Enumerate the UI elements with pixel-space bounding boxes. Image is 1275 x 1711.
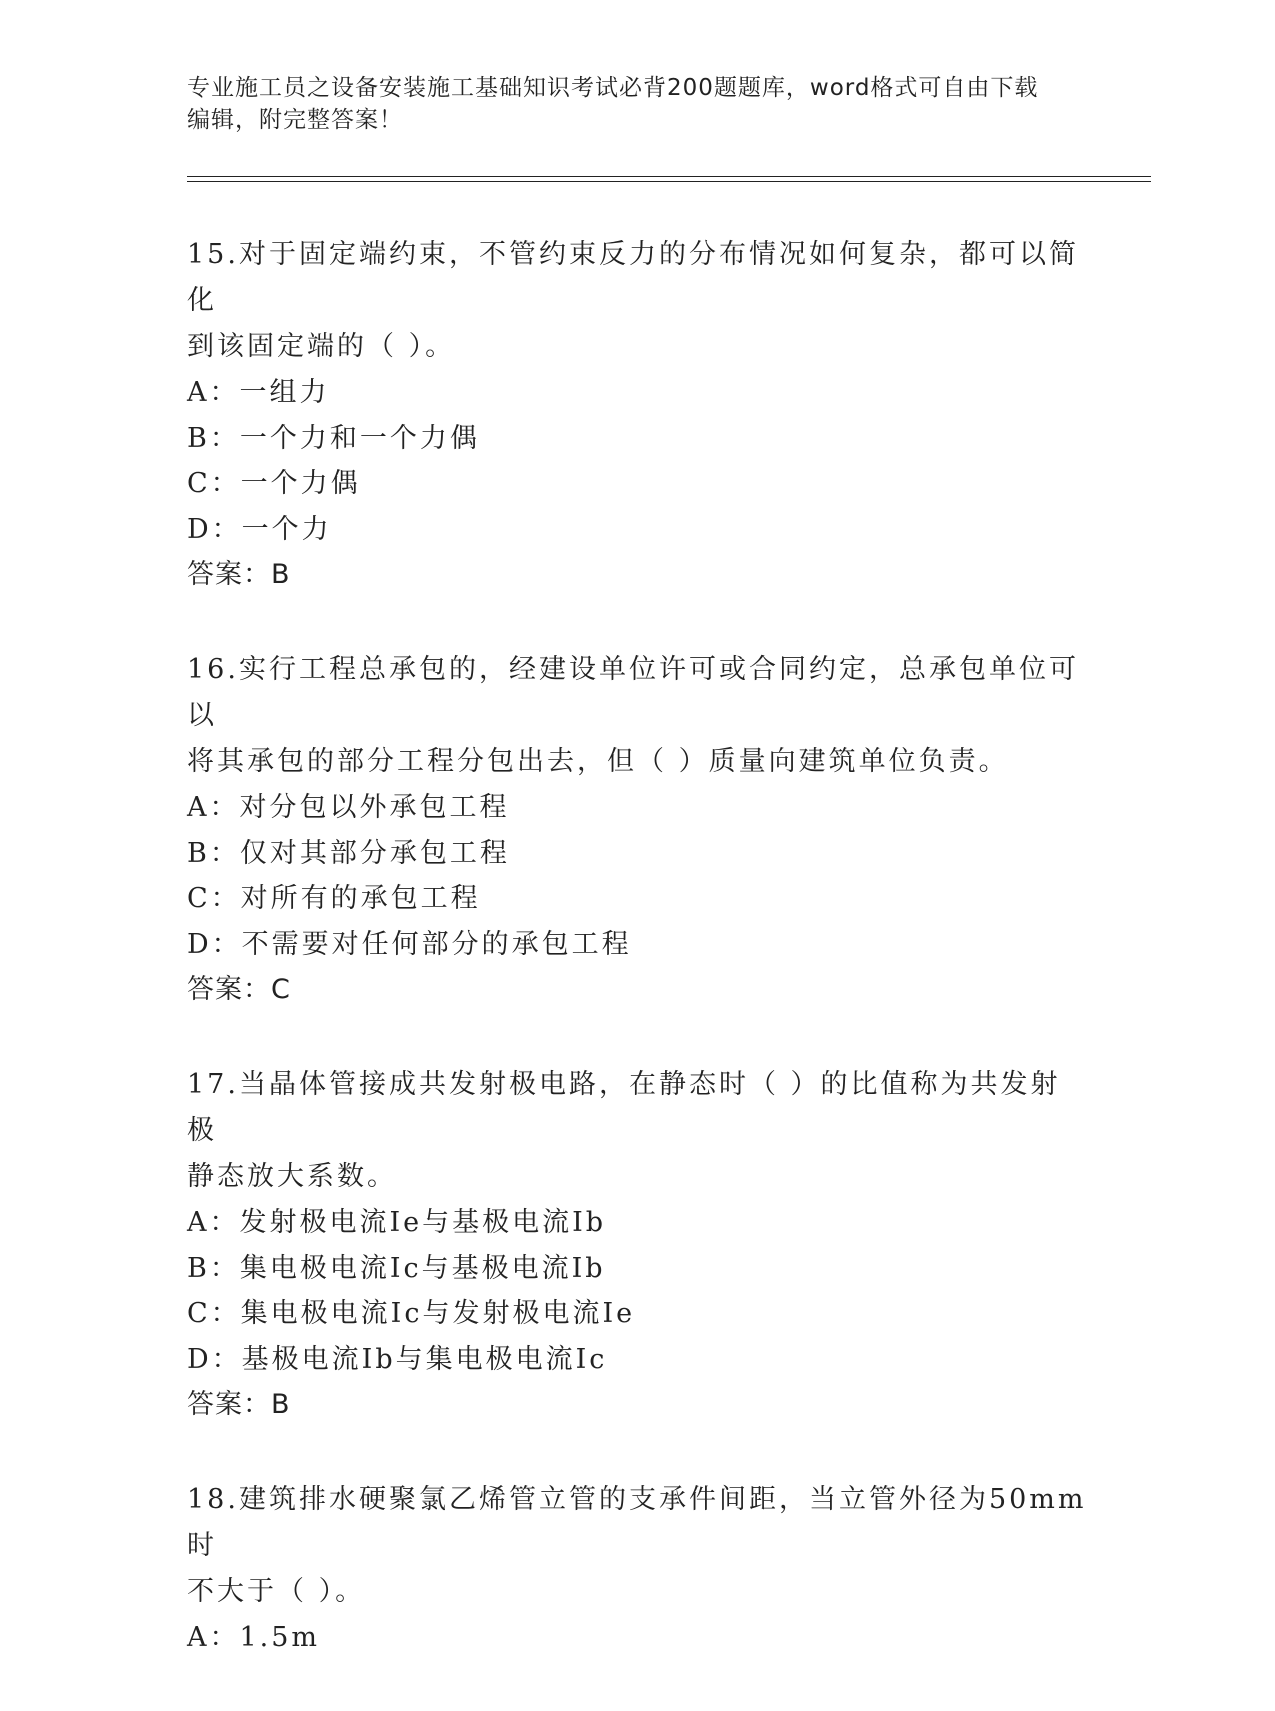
question-stem-line-1: 18.建筑排水硬聚氯乙烯管立管的支承件间距，当立管外径为50mm时: [187, 1484, 1087, 1561]
answer-line: 答案：B: [187, 559, 291, 590]
option-c: C：集电极电流Ic与发射极电流Ie: [187, 1298, 636, 1329]
question-stem-line-1: 17.当晶体管接成共发射极电路，在静态时（ ）的比值称为共发射极: [187, 1069, 1061, 1146]
question-stem-line-2: 到该固定端的（ ）。: [187, 331, 456, 362]
header-title-line-2: 编辑，附完整答案！: [187, 107, 403, 133]
option-d: D：基极电流Ib与集电极电流Ic: [187, 1343, 608, 1375]
question-stem: [187, 647, 1087, 785]
question-stem-line-1: 16.实行工程总承包的，经建设单位许可或合同约定，总承包单位可以: [187, 654, 1079, 731]
option-a: A：一组力: [187, 377, 330, 408]
question-16: [187, 647, 1087, 1012]
question-15: [187, 232, 1087, 597]
question-stem: [187, 1062, 1087, 1200]
question-stem-line-2: 静态放大系数。: [187, 1161, 397, 1192]
option-c: C：对所有的承包工程: [187, 883, 481, 914]
question-stem: [187, 1477, 1087, 1615]
question-list: [187, 232, 1087, 1711]
question-17: [187, 1062, 1087, 1427]
option-a: A：对分包以外承包工程: [187, 792, 510, 823]
question-stem-line-1: 15.对于固定端约束，不管约束反力的分布情况如何复杂，都可以简化: [187, 239, 1079, 316]
answer-line: 答案：B: [187, 1389, 291, 1420]
question-stem-line-2: 将其承包的部分工程分包出去，但（ ）质量向建筑单位负责。: [187, 746, 1009, 777]
question-stem: [187, 232, 1087, 370]
header-divider-top: [187, 176, 1151, 177]
option-b: B：一个力和一个力偶: [187, 422, 480, 454]
header-divider-bottom: [187, 181, 1151, 182]
question-18: [187, 1477, 1087, 1661]
option-d: D：一个力: [187, 513, 332, 545]
option-d: D：不需要对任何部分的承包工程: [187, 928, 632, 960]
document-header: [187, 72, 1087, 136]
question-stem-line-2: 不大于（ ）。: [187, 1576, 366, 1607]
option-c: C：一个力偶: [187, 468, 361, 499]
option-b: B：仅对其部分承包工程: [187, 837, 510, 869]
option-b: B：集电极电流Ic与基极电流Ib: [187, 1252, 606, 1284]
answer-line: 答案：C: [187, 974, 291, 1005]
option-a: A：发射极电流Ie与基极电流Ib: [187, 1207, 607, 1238]
header-title-line-1: 专业施工员之设备安装施工基础知识考试必背200题题库，word格式可自由下载: [187, 75, 1039, 101]
option-a: A：1.5m: [187, 1622, 321, 1653]
